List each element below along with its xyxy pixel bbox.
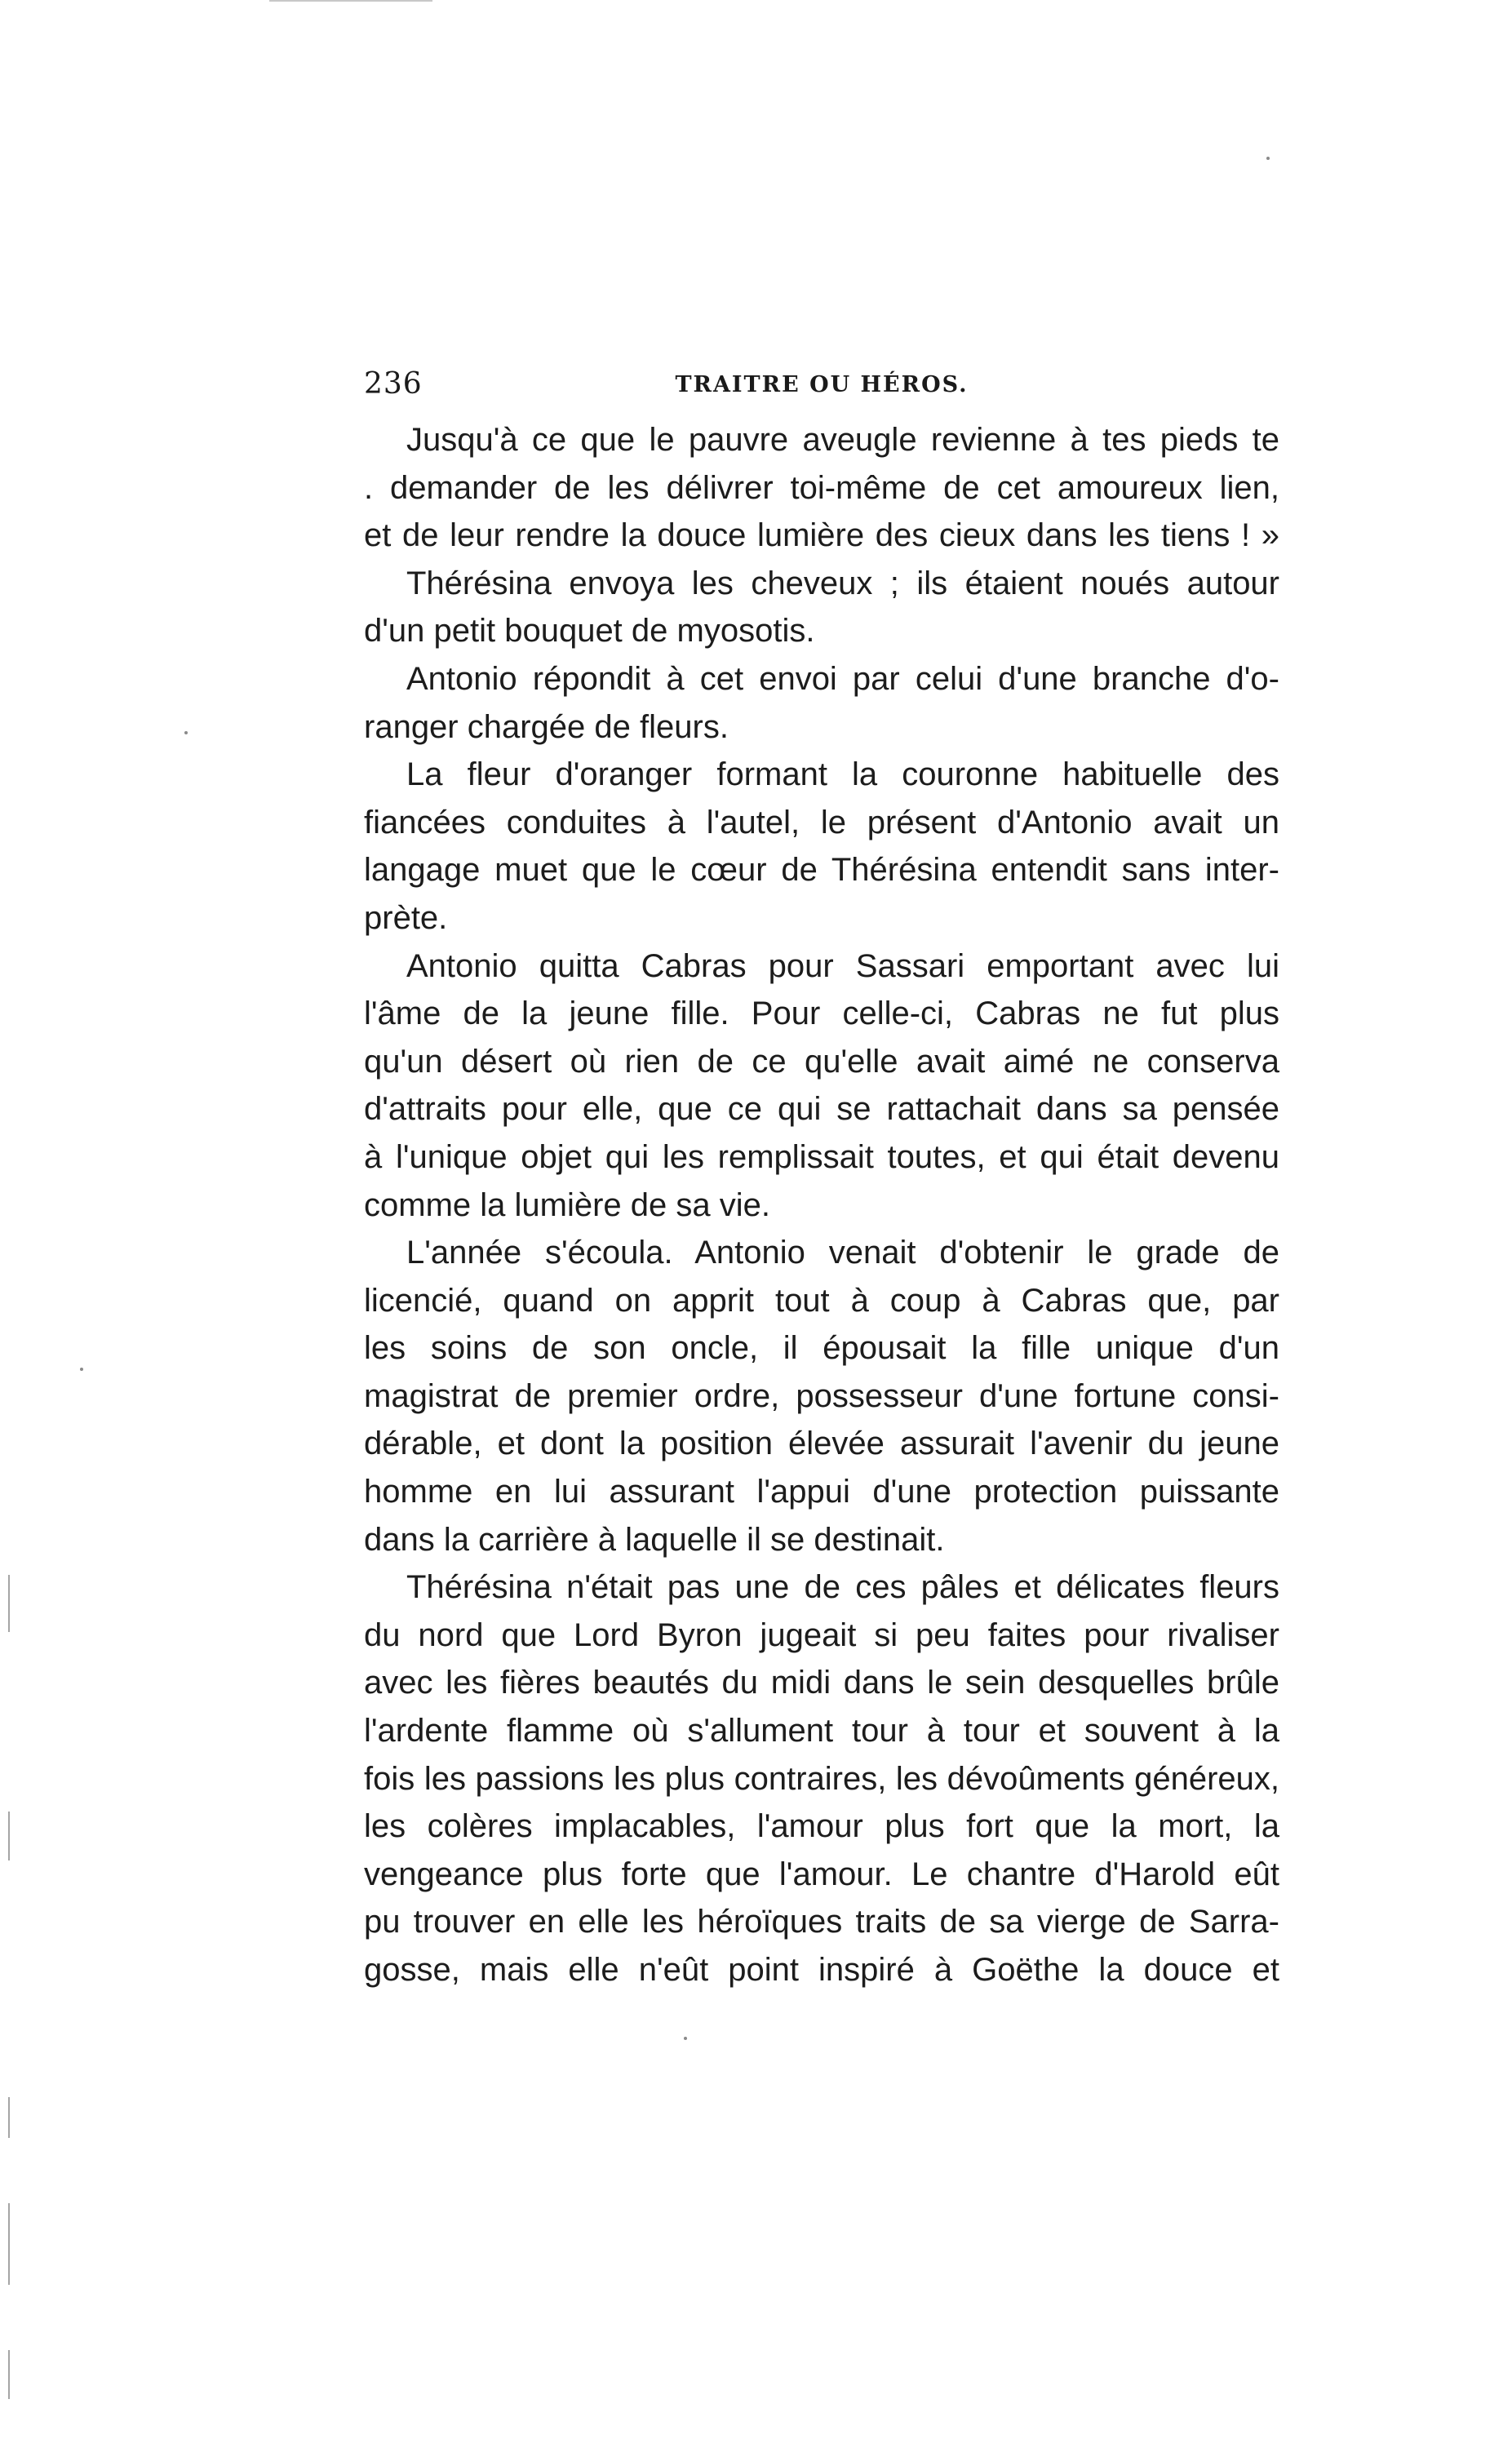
text-line: l'ardente flamme où s'allument tour à tour et souvent à la [364, 1713, 1279, 1750]
scan-speck [184, 731, 188, 734]
text-line: gosse, mais elle n'eût point inspiré à Goëthe la douce et [364, 1952, 1279, 1988]
text-line: vengeance plus forte que l'amour. Le chantre d'Harold eût [364, 1856, 1279, 1892]
paragraph [364, 942, 1279, 1230]
text-line: . demander de les délivrer toi-même de cet amoureux lien, [364, 469, 1279, 506]
text-line: homme en lui assurant l'appui d'une protection puissante [364, 1474, 1279, 1510]
text-line: dérable, et dont la position élevée assurait l'avenir du jeune [364, 1426, 1279, 1462]
text-line: magistrat de premier ordre, possesseur d'une fortune consi- [364, 1377, 1279, 1414]
scan-margin-mark [8, 2350, 10, 2399]
page-number: 236 [364, 367, 423, 401]
text-line: Antonio répondit à cet envoi par celui d'une branche d'o- [406, 660, 1279, 697]
paragraph [364, 1229, 1279, 1563]
text-line: ranger chargée de fleurs. [364, 708, 729, 745]
page-header [364, 367, 1279, 408]
scan-speck [80, 1368, 83, 1371]
text-line: Antonio quitta Cabras pour Sassari emportant avec lui [406, 947, 1279, 984]
text-line: les soins de son oncle, il épousait la fille unique d'un [364, 1330, 1279, 1367]
paragraph [364, 560, 1279, 655]
text-line: et de leur rendre la douce lumière des cieux dans les tiens ! » [364, 517, 1279, 554]
text-line: dans la carrière à laquelle il se destinait. [364, 1521, 945, 1558]
paragraph [364, 655, 1279, 751]
text-line: langage muet que le cœur de Thérésina entendit sans inter- [364, 852, 1279, 889]
scan-speck [684, 2037, 687, 2040]
scan-speck [1266, 157, 1270, 160]
text-line: fiancées conduites à l'autel, le présent d'Antonio avait un [364, 804, 1279, 840]
text-line: comme la lumière de sa vie. [364, 1186, 770, 1223]
text-line: prète. [364, 899, 448, 936]
text-line: avec les fières beautés du midi dans le sein desquelles brûle [364, 1665, 1279, 1701]
text-line: licencié, quand on apprit tout à coup à Cabras que, par [364, 1282, 1279, 1319]
text-line: à l'unique objet qui les remplissait toutes, et qui était devenu [364, 1138, 1279, 1175]
scan-margin-mark [8, 1575, 10, 1632]
top-edge-rule [269, 0, 432, 2]
text-line: fois les passions les plus contraires, les dévoûments généreux, [364, 1760, 1279, 1797]
scan-margin-mark [8, 2097, 10, 2138]
text-line: Thérésina envoya les cheveux ; ils étaient noués autour [406, 565, 1279, 601]
scan-margin-mark [8, 2203, 10, 2285]
text-line: du nord que Lord Byron jugeait si peu faites pour rivaliser [364, 1616, 1279, 1653]
paragraph [364, 1563, 1279, 1993]
text-line: La fleur d'oranger formant la couronne habituelle des [406, 756, 1279, 793]
text-line: Thérésina n'était pas une de ces pâles et délicates fleurs [406, 1569, 1279, 1606]
body-text [364, 416, 1279, 1994]
text-line: les colères implacables, l'amour plus fort que la mort, la [364, 1808, 1279, 1845]
text-line: Jusqu'à ce que le pauvre aveugle revienne à tes pieds te [406, 422, 1279, 458]
scan-margin-mark [8, 1812, 10, 1860]
text-line: l'âme de la jeune fille. Pour celle-ci, Cabras ne fut plus [364, 996, 1279, 1032]
running-title: TRAITRE OU HÉROS. [675, 372, 969, 397]
text-line: d'attraits pour elle, que ce qui se rattachait dans sa pensée [364, 1091, 1279, 1128]
text-line: qu'un désert où rien de ce qu'elle avait aimé ne conserva [364, 1043, 1279, 1080]
text-line: L'année s'écoula. Antonio venait d'obtenir le grade de [406, 1235, 1279, 1271]
paragraph [364, 751, 1279, 942]
text-line: d'un petit bouquet de myosotis. [364, 613, 815, 650]
text-line: pu trouver en elle les héroïques traits de sa vierge de Sarra- [364, 1904, 1279, 1940]
paragraph [364, 416, 1279, 560]
